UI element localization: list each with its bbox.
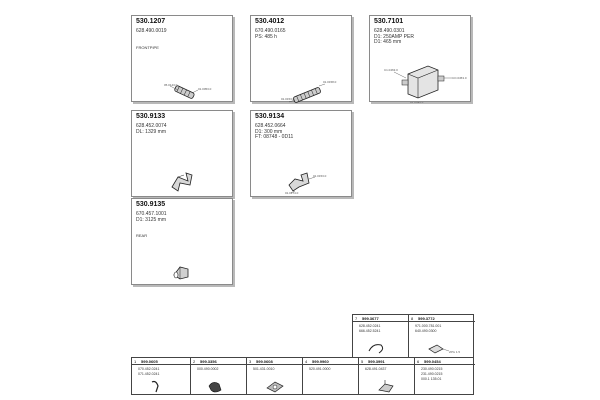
accessory-part-number: 599.0605 bbox=[141, 359, 158, 364]
accessory-cell bbox=[353, 315, 408, 357]
accessory-ref: 501.431.0010 bbox=[253, 367, 275, 371]
diagram-box-6 bbox=[131, 198, 233, 285]
accessory-index: 6 bbox=[417, 359, 420, 364]
accessory-cell bbox=[414, 358, 475, 394]
bracket-drawing bbox=[353, 315, 408, 359]
center-pipe-drawing bbox=[251, 111, 353, 198]
part-spec: DL: 1329 mm bbox=[136, 129, 167, 135]
diagram-note: REAR bbox=[136, 233, 148, 238]
diagram-note: FRONTPIPE bbox=[136, 45, 159, 50]
accessory-ref: 000.490.0002 bbox=[197, 367, 219, 371]
diagram-box-4 bbox=[131, 110, 233, 197]
accessory-part-number: 599.3356 bbox=[200, 359, 217, 364]
accessory-index: 4 bbox=[305, 359, 308, 364]
accessory-cell bbox=[302, 358, 358, 394]
accessory-ref: 628.491.0437 bbox=[365, 367, 387, 371]
rear-silencer-drawing bbox=[132, 199, 234, 286]
callout-label: 01.0053.0 bbox=[198, 87, 212, 91]
accessory-table-bottom bbox=[131, 357, 474, 395]
hanger-drawing bbox=[132, 358, 190, 396]
part-ref: 628.452.0074 bbox=[136, 123, 167, 129]
accessory-index: 7 bbox=[355, 316, 358, 321]
accessory-ref: 640.490.0300 bbox=[415, 329, 437, 333]
diagram-box-3 bbox=[369, 15, 471, 102]
part-ref: 628.452.0664 bbox=[255, 123, 286, 129]
accessory-ref: 666.452.5241 bbox=[359, 329, 381, 333]
accessory-ref: 971.000.781.001 bbox=[415, 324, 442, 328]
accessory-part-number: 599.3772 bbox=[418, 316, 435, 321]
front-pipe-drawing bbox=[132, 16, 234, 103]
part-number: 530.1207 bbox=[136, 18, 166, 25]
part-spec: D1: 250AMP PER bbox=[374, 34, 414, 40]
accessory-table-top bbox=[352, 314, 474, 358]
accessory-ref: 070.452.0241 bbox=[138, 367, 160, 371]
part-number: 530.9135 bbox=[136, 201, 166, 208]
part-spec: D1: 300 mm bbox=[255, 129, 283, 135]
part-number: 530.4012 bbox=[255, 18, 285, 25]
part-number: 530.9133 bbox=[136, 113, 166, 120]
accessory-cell bbox=[408, 315, 475, 357]
catalytic-converter-drawing bbox=[370, 16, 472, 103]
part-number: 530.7101 bbox=[374, 18, 404, 25]
callout-label: 01.0174.0 bbox=[285, 191, 299, 195]
part-spec: PS: 485 h bbox=[255, 34, 277, 40]
accessory-ref: 071.452.0241 bbox=[138, 372, 160, 376]
callout-label: 01.0153.0 bbox=[313, 174, 327, 178]
callout-label: 05.0143.0 bbox=[164, 83, 178, 87]
accessory-part-number: 599.9960 bbox=[312, 359, 329, 364]
gasket-drawing bbox=[247, 358, 303, 396]
diagram-box-2 bbox=[250, 15, 352, 102]
accessory-ref: 231.490.0215 bbox=[421, 372, 443, 376]
accessory-part-number: 599.0454 bbox=[424, 359, 441, 364]
intermediate-pipe-drawing bbox=[132, 111, 234, 198]
accessory-index: 5 bbox=[361, 359, 364, 364]
accessory-part-number: 599.0608 bbox=[256, 359, 273, 364]
callout-label: 01.0483.0 bbox=[410, 101, 424, 103]
part-ref: 628.490.0301 bbox=[374, 28, 405, 34]
part-ref: 670.490.0165 bbox=[255, 28, 286, 34]
callout-label: 2PG 1.5 bbox=[449, 350, 461, 354]
part-ref: 628.490.0019 bbox=[136, 28, 167, 34]
accessory-ref: 628.452.0241 bbox=[359, 324, 381, 328]
part-spec: FT: 08748 - 0D11 bbox=[255, 134, 294, 140]
part-number: 530.9134 bbox=[255, 113, 285, 120]
diagram-box-1 bbox=[131, 15, 233, 102]
rubber-mount-drawing bbox=[191, 358, 247, 396]
flex-pipe-drawing bbox=[251, 16, 353, 103]
callout-label: CO.0453.0 bbox=[452, 76, 467, 80]
callout-label: 01.0153.0 bbox=[281, 97, 295, 101]
accessory-cell bbox=[358, 358, 414, 394]
accessory-ref: 000.1 135.01 bbox=[421, 377, 442, 381]
callout-label: 01.0158.0 bbox=[323, 80, 337, 84]
clamp-kit-drawing bbox=[359, 358, 415, 396]
accessory-part-number: 599.3991 bbox=[368, 359, 385, 364]
accessory-index: 3 bbox=[249, 359, 252, 364]
callout-label: C1.0463.0 bbox=[384, 68, 398, 72]
part-ref: 670.457.1001 bbox=[136, 211, 167, 217]
accessory-index: 2 bbox=[193, 359, 196, 364]
accessory-ref: 230.490.0215 bbox=[421, 367, 443, 371]
part-spec: D1: 3125 mm bbox=[136, 217, 167, 223]
accessory-cell bbox=[190, 358, 246, 394]
accessory-index: 1 bbox=[134, 359, 137, 364]
diagram-box-5 bbox=[250, 110, 352, 197]
clamp-drawing bbox=[409, 315, 476, 359]
part-spec: D1: 465 mm bbox=[374, 39, 402, 45]
accessory-part-number: 599.3677 bbox=[362, 316, 379, 321]
accessory-cell bbox=[246, 358, 302, 394]
accessory-index: 8 bbox=[411, 316, 414, 321]
accessory-ref: 520.491.0000 bbox=[309, 367, 331, 371]
accessory-cell bbox=[132, 358, 190, 394]
